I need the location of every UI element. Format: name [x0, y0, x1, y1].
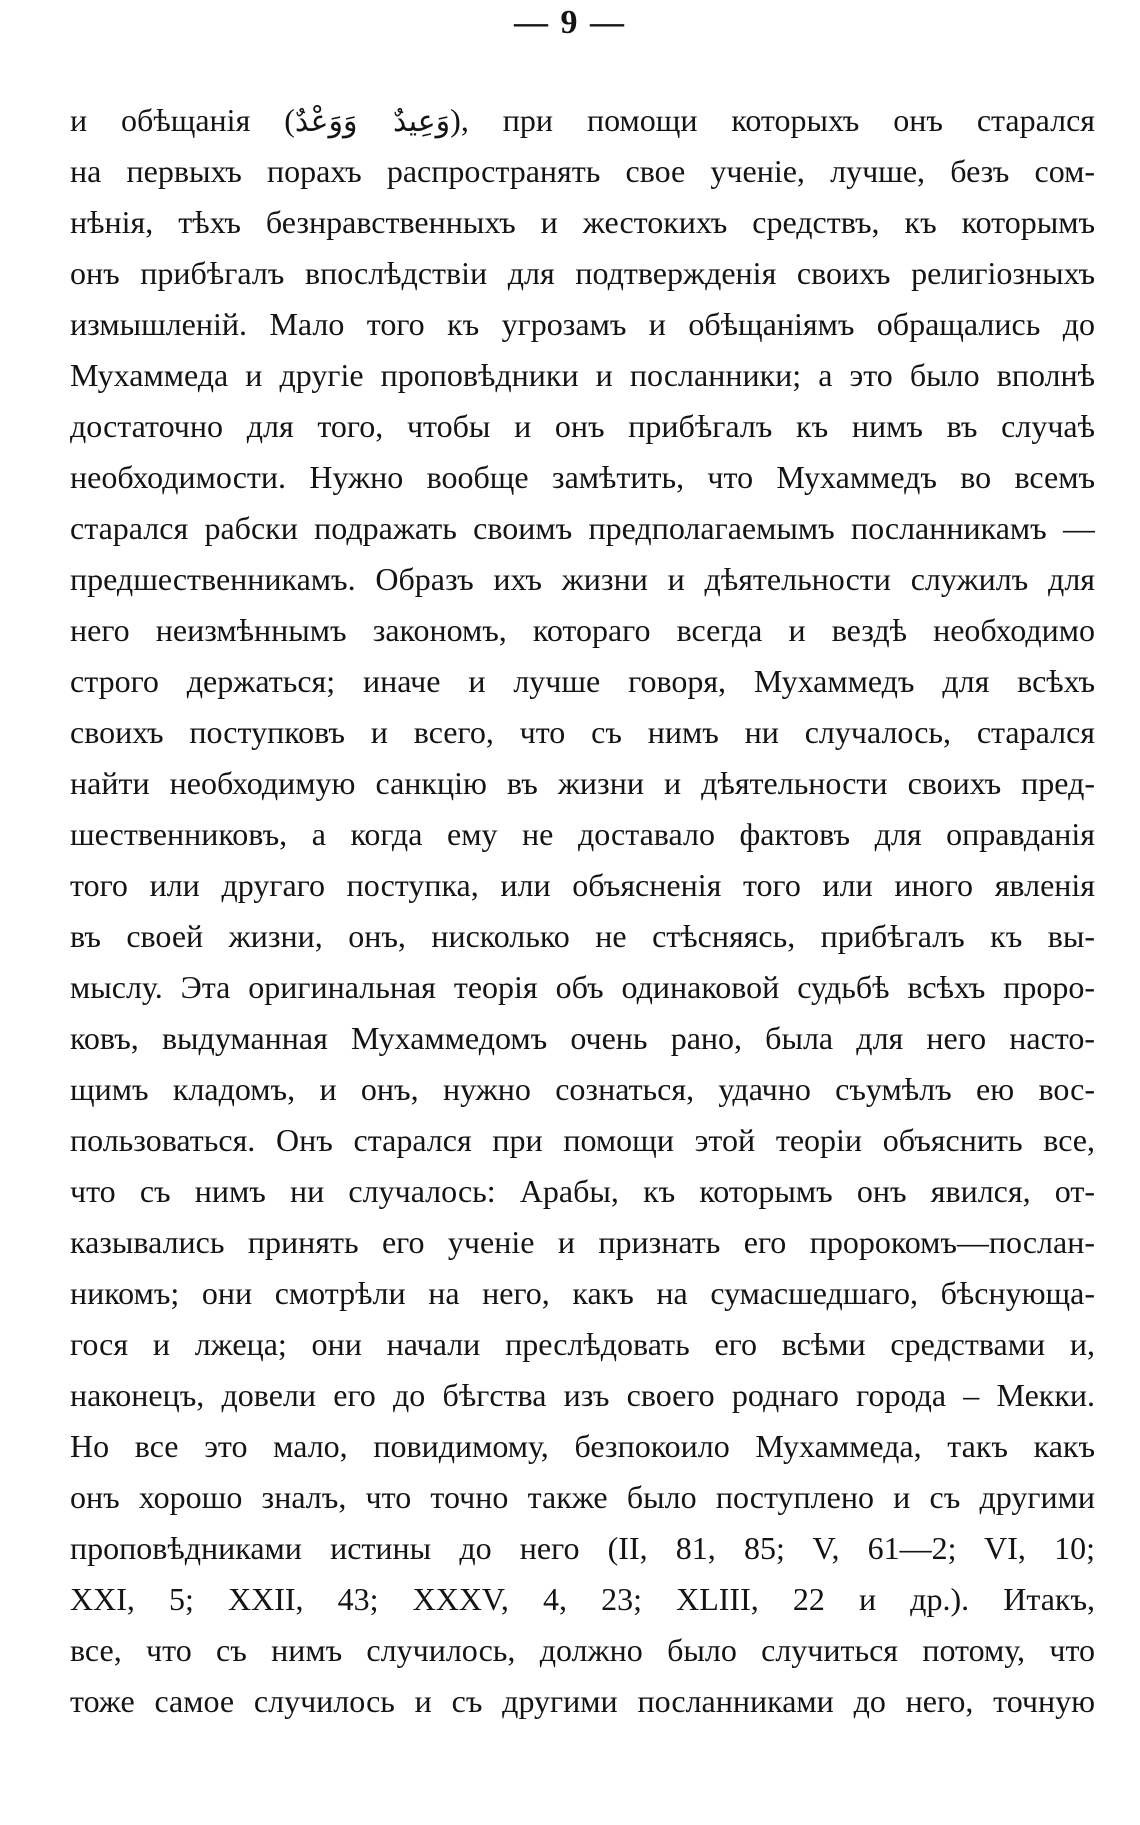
- text-line: достаточно для того, чтобы и онъ прибѣгалъ къ нимъ въ случаѣ: [70, 408, 1095, 444]
- text-fragment: ), при помощи которыхъ онъ старался: [450, 102, 1095, 138]
- text-line: Но все это мало, повидимому, безпокоило Мухаммеда, такъ какъ: [70, 1428, 1095, 1464]
- text-line: необходимости. Нужно вообще замѣтить, что Мухаммедъ во всемъ: [70, 459, 1095, 495]
- text-line: старался рабски подражать своимъ предполагаемымъ посланникамъ —: [70, 510, 1095, 546]
- text-fragment: и обѣщанія (: [70, 102, 295, 138]
- text-line: предшественникамъ. Образъ ихъ жизни и дѣятельности служилъ для: [70, 561, 1095, 597]
- text-line: измышленій. Мало того къ угрозамъ и обѣщаніямъ обращались до: [70, 306, 1095, 342]
- text-line: найти необходимую санкцію въ жизни и дѣятельности своихъ пред-: [70, 765, 1095, 801]
- text-line: казывались принять его ученіе и признать его пророкомъ—послан-: [70, 1224, 1095, 1260]
- text-line: ковъ, выдуманная Мухаммедомъ очень рано, была для него насто-: [70, 1020, 1095, 1056]
- text-line: щимъ кладомъ, и онъ, нужно сознаться, удачно съумѣлъ ею вос-: [70, 1071, 1095, 1107]
- text-line: того или другаго поступка, или объясненія того или иного явленія: [70, 867, 1095, 903]
- body-text: [70, 95, 1095, 1727]
- text-line: Мухаммеда и другіе проповѣдники и посланники; а это было вполнѣ: [70, 357, 1095, 393]
- text-line: все, что съ нимъ случилось, должно было случиться потому, что: [70, 1632, 1095, 1668]
- text-line: что съ нимъ ни случалось: Арабы, къ которымъ онъ явился, от-: [70, 1173, 1095, 1209]
- text-line: пользоваться. Онъ старался при помощи этой теоріи объяснить все,: [70, 1122, 1095, 1158]
- text-line: строго держаться; иначе и лучше говоря, Мухаммедъ для всѣхъ: [70, 663, 1095, 699]
- text-line: наконецъ, довели его до бѣгства изъ своего роднаго города – Мекки.: [70, 1377, 1095, 1413]
- text-line: тоже самое случилось и съ другими посланниками до него, точную: [70, 1683, 1095, 1719]
- text-line: онъ прибѣгалъ впослѣдствіи для подтвержденія своихъ религіозныхъ: [70, 255, 1095, 291]
- text-line: онъ хорошо зналъ, что точно также было поступлено и съ другими: [70, 1479, 1095, 1515]
- text-line: мыслу. Эта оригинальная теорія объ одинаковой судьбѣ всѣхъ проро-: [70, 969, 1095, 1005]
- arabic-term: وَعِيدٌ وَوَعْدٌ: [294, 104, 451, 139]
- text-line: гося и лжеца; они начали преслѣдовать его всѣми средствами и,: [70, 1326, 1095, 1362]
- text-line: никомъ; они смотрѣли на него, какъ на сумасшедшаго, бѣснующа-: [70, 1275, 1095, 1311]
- text-line: нѣнія, тѣхъ безнравственныхъ и жестокихъ средствъ, къ которымъ: [70, 204, 1095, 240]
- page-number: — 9 —: [514, 4, 626, 41]
- text-line: шественниковъ, а когда ему не доставало фактовъ для оправданія: [70, 816, 1095, 852]
- text-line: своихъ поступковъ и всего, что съ нимъ ни случалось, старался: [70, 714, 1095, 750]
- text-line: XXI, 5; XXII, 43; XXXV, 4, 23; XLIII, 22 и др.). Итакъ,: [70, 1581, 1095, 1617]
- text-line: на первыхъ порахъ распространять свое ученіе, лучше, безъ сом-: [70, 153, 1095, 189]
- text-line: проповѣдниками истины до него (II, 81, 85; V, 61—2; VI, 10;: [70, 1530, 1095, 1566]
- text-line: [70, 95, 1095, 146]
- text-line: него неизмѣннымъ закономъ, котораго всегда и вездѣ необходимо: [70, 612, 1095, 648]
- text-line: въ своей жизни, онъ, нисколько не стѣсняясь, прибѣгалъ къ вы-: [70, 918, 1095, 954]
